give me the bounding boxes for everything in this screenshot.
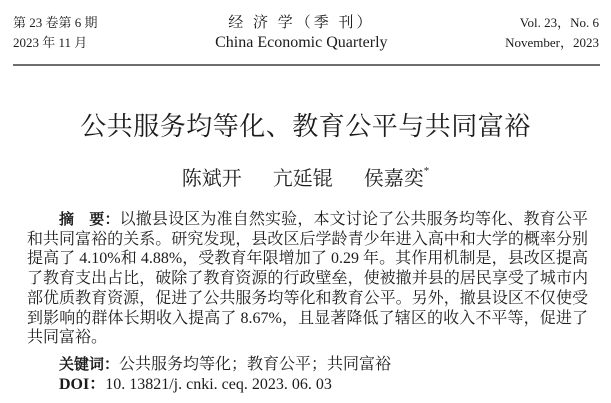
- pub-date-cn: 2023 年 11 月: [13, 35, 88, 50]
- masthead-divider: [13, 64, 600, 66]
- journal-masthead: [0, 0, 611, 53]
- doi-line: [27, 375, 588, 395]
- journal-name-block: [98, 13, 506, 53]
- issue-info-cn: [13, 13, 98, 53]
- abstract-label: 摘 要：: [59, 211, 120, 228]
- author-name-text: 侯嘉奕: [363, 168, 424, 190]
- article-title: 公共服务均等化、教育公平与共同富裕: [80, 112, 531, 141]
- journal-name-en: China Economic Quarterly: [215, 34, 388, 51]
- doi-label: DOI：: [59, 375, 106, 393]
- author-name: [363, 165, 430, 190]
- volume-issue-en: Vol. 23，No. 6: [519, 15, 599, 30]
- journal-name-cn: 经 济 学（季 刊）: [228, 15, 375, 31]
- volume-issue-cn: 第 23 卷第 6 期: [13, 15, 98, 30]
- author-name: 陈斌开: [181, 168, 242, 190]
- article-authors: [0, 165, 611, 190]
- issue-info-en: [505, 13, 599, 53]
- pub-date-en: November，2023: [505, 35, 599, 50]
- keywords-text: 公共服务均等化；教育公平；共同富裕: [119, 355, 392, 373]
- doi-text: 10. 13821/j. cnki. ceq. 2023. 06. 03: [105, 375, 332, 393]
- author-name: 亢延锟: [272, 168, 333, 190]
- keywords-line: [27, 355, 588, 375]
- author-footnote-marker: *: [423, 165, 430, 177]
- abstract-paragraph: [27, 210, 588, 348]
- abstract-text: 以撤县设区为准自然实验，本文讨论了公共服务均等化、教育公平和共同富裕的关系。研究发现，县改区后学龄青少年进入高中和大学的概率分别提高了 4.10%和 4.88%，受教育年限增加了 0.29 年。其作用机制是，县改区提高了教育支出占比，破除了教育资源的行政壁垒，使被撤并县的居民享受了城市内部优质教育资源，促进了公共服务均等化和教育公平。另外，撤县设区不仅使受到影响的群体长期收入提高了 8.67%，且显著降低了辖区的收入不平等，促进了共同富裕。: [27, 211, 588, 347]
- keywords-label: 关键词：: [59, 355, 120, 373]
